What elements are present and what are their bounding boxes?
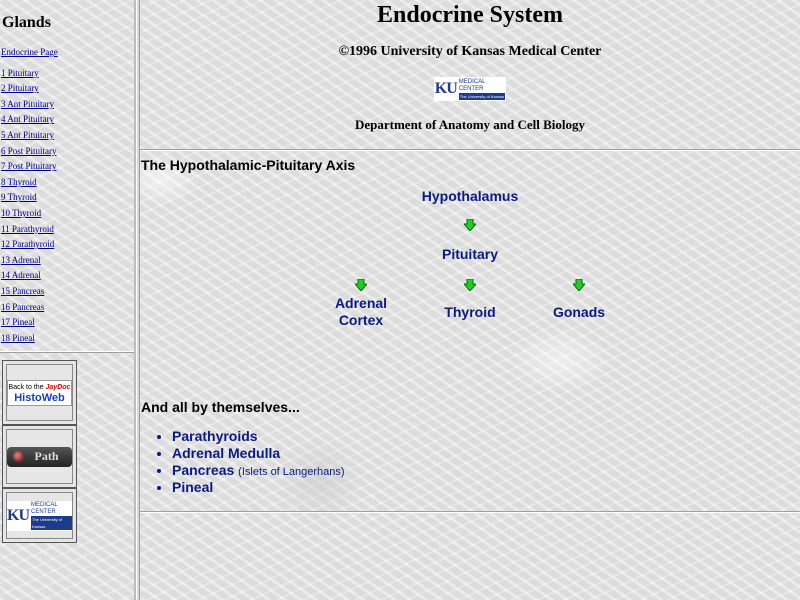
list-item-label: Adrenal Medulla: [172, 445, 281, 461]
sidebar-nav: [1, 45, 58, 346]
gonads-label: Gonads: [552, 304, 606, 320]
pituitary-label: Pituitary: [441, 246, 498, 262]
sidebar-link-5-ant-pituitary[interactable]: 5 Ant Pituitary: [1, 129, 55, 140]
sidebar-title: Glands: [2, 14, 51, 31]
adrenal-cortex-label: Adrenal Cortex: [334, 295, 388, 328]
ku-logo-line2: CENTER: [31, 508, 56, 515]
sidebar-frame[interactable]: [0, 0, 136, 600]
hypothalamus-label: Hypothalamus: [421, 188, 519, 204]
sidebar-link-16-pancreas[interactable]: 16 Pancreas: [1, 301, 45, 312]
sidebar-link-9-thyroid[interactable]: 9 Thyroid: [1, 192, 37, 203]
sidebar-link-12-parathyroid[interactable]: 12 Parathyroid: [1, 239, 55, 250]
histoweb-frame: [6, 364, 73, 421]
list-item: [172, 462, 345, 479]
sidebar-link-2-pituitary[interactable]: 2 Pituitary: [1, 83, 39, 94]
down-arrow-icon: [573, 279, 585, 291]
copyright-notice: ©1996 University of Kansas Medical Center: [338, 44, 602, 59]
axis-heading: The Hypothalamic-Pituitary Axis: [141, 157, 356, 173]
list-item-note: (Islets of Langerhans): [238, 466, 345, 478]
histoweb-logo-pre: Back to the: [8, 383, 44, 391]
sidebar-link-6-post-pituitary[interactable]: 6 Post Pituitary: [1, 145, 57, 156]
path-globe-icon: [13, 451, 24, 462]
ku-logo-line3: The University of Kansas: [31, 516, 72, 530]
ku-logo-text: [31, 502, 72, 530]
sidebar-divider: [0, 351, 134, 353]
horizontal-rule: [140, 149, 800, 151]
thyroid-label: Thyroid: [444, 304, 496, 320]
ku-header-logo-line2: CENTER: [458, 85, 484, 92]
list-item-label: Parathyroids: [172, 428, 258, 444]
sidebar-link-7-post-pituitary[interactable]: 7 Post Pituitary: [1, 161, 57, 172]
ku-header-logo-mark: KU: [434, 80, 457, 97]
path-logo-text: Path: [34, 449, 59, 463]
ku-medical-center-logo: [7, 501, 72, 531]
ku-logo-mark: KU: [7, 506, 29, 524]
department-name: Department of Anatomy and Cell Biology: [354, 117, 586, 132]
down-arrow-icon: [464, 279, 476, 291]
ku-logo-line1: MEDICAL: [31, 501, 58, 508]
ku-header-logo: [434, 77, 506, 101]
list-item: [172, 479, 345, 496]
path-link[interactable]: [2, 425, 77, 488]
path-frame: [6, 429, 73, 484]
histoweb-logo-line1: [9, 383, 71, 393]
list-item: [172, 445, 345, 462]
horizontal-rule: [140, 511, 800, 513]
main-frame: [140, 0, 800, 600]
sidebar-link-15-pancreas[interactable]: 15 Pancreas: [1, 285, 45, 296]
list-item-label: Pancreas: [172, 462, 235, 478]
ku-header-logo-line3: The University of Kansas: [459, 93, 505, 99]
sidebar-link-8-thyroid[interactable]: 8 Thyroid: [1, 176, 37, 187]
sidebar-link-11-parathyroid[interactable]: 11 Parathyroid: [1, 223, 54, 234]
sidebar-link-14-adrenal[interactable]: 14 Adrenal: [1, 270, 41, 281]
standalone-gland-list: [154, 428, 345, 496]
histoweb-logo-line2: HistoWeb: [14, 391, 65, 404]
sidebar-link-1-pituitary[interactable]: 1 Pituitary: [1, 67, 39, 78]
ku-medical-center-link[interactable]: [2, 488, 77, 543]
list-item: [172, 428, 345, 445]
sidebar-link-4-ant-pituitary[interactable]: 4 Ant Pituitary: [1, 114, 55, 125]
list-item-label: Pineal: [172, 479, 214, 495]
sidebar-link-3-ant-pituitary[interactable]: 3 Ant Pituitary: [1, 98, 55, 109]
down-arrow-icon: [464, 219, 476, 231]
standalone-heading: And all by themselves...: [141, 399, 300, 415]
sidebar-link-10-thyroid[interactable]: 10 Thyroid: [1, 207, 42, 218]
histoweb-logo-brand: JayDoc: [45, 383, 71, 391]
sidebar-link-17-pineal[interactable]: 17 Pineal: [1, 317, 35, 328]
path-logo: [7, 447, 72, 467]
sidebar-link-13-adrenal[interactable]: 13 Adrenal: [1, 254, 41, 265]
down-arrow-icon: [355, 279, 367, 291]
ku-frame: [6, 492, 73, 539]
ku-header-logo-line1: MEDICAL: [458, 78, 486, 85]
sidebar-link-endocrine-page[interactable]: Endocrine Page: [1, 47, 58, 57]
histoweb-link[interactable]: [2, 360, 77, 425]
histoweb-logo: [7, 380, 72, 406]
sidebar-link-18-pineal[interactable]: 18 Pineal: [1, 332, 35, 343]
page-title: Endocrine System: [377, 2, 563, 28]
ku-header-logo-text: [459, 79, 505, 100]
